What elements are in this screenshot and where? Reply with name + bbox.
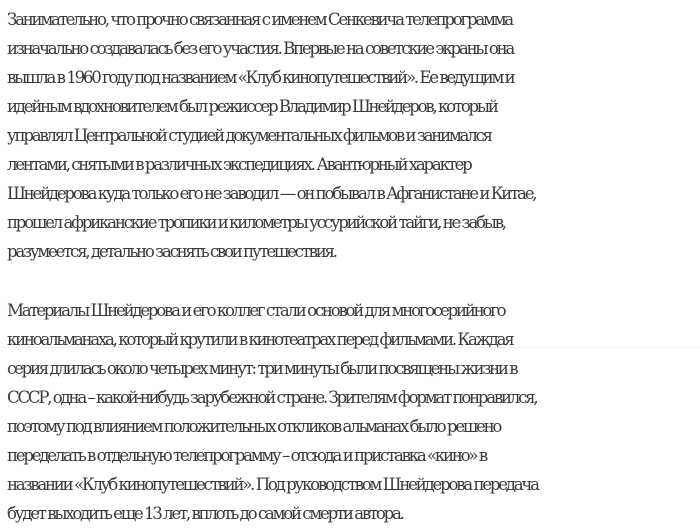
paragraph-1-line: Занимательно, что прочно связанная с именем Сенкевича телепрограмма bbox=[7, 10, 512, 29]
paragraph-1-line: Шнейдерова куда только его не заводил — он побывал в Афганистане и Китае, bbox=[7, 184, 536, 203]
paragraph-2 bbox=[7, 296, 697, 528]
paragraph-2-line: Материалы Шнейдерова и его коллег стали основой для многосерийного bbox=[7, 301, 505, 320]
paragraph-1-line: изначально создавалась без его участия. Впервые на советские экраны она bbox=[7, 39, 514, 58]
paragraph-1-line: вышла в 1960 году под названием «Клуб кинопутешествий». Ее ведущим и bbox=[7, 68, 514, 87]
paragraph-1-line: управлял Центральной студией документальных фильмов и занимался bbox=[7, 126, 491, 145]
paragraph-1-line: прошел африканские тропики и километры уссурийской тайги, не забыв, bbox=[7, 213, 505, 232]
paragraph-2-line: поэтому под влиянием положительных откликов альманах было решено bbox=[7, 417, 501, 436]
paragraph-2-line: будет выходить еще 13 лет, вплоть до самой смерти автора. bbox=[7, 504, 403, 523]
paragraph-2-line: СССР, одна – какой-нибудь зарубежной стране. Зрителям формат понравился, bbox=[7, 388, 537, 407]
paragraph-2-line: киноальманаха, который крутили в кинотеатрах перед фильмами. Каждая bbox=[7, 330, 513, 349]
paragraph-1-line: лентами, снятыми в различных экспедициях. Авантюрный характер bbox=[7, 155, 471, 174]
paragraph-1 bbox=[7, 5, 697, 266]
paragraph-2-line: названии «Клуб кинопутешествий». Под руководством Шнейдерова передача bbox=[7, 475, 538, 494]
paragraph-2-line: серия длилась около четырех минут: три минуты были посвящены жизни в bbox=[7, 359, 517, 378]
paragraph-2-line: переделать в отдельную телепрограмму – отсюда и приставка «кино» в bbox=[7, 446, 486, 465]
paragraph-1-line: разумеется, детально заснять свои путешествия. bbox=[7, 242, 336, 261]
paragraph-1-line: идейным вдохновителем был режиссер Владимир Шнейдеров, который bbox=[7, 97, 497, 116]
article-body bbox=[7, 5, 697, 528]
paragraph-spacer bbox=[7, 266, 697, 296]
